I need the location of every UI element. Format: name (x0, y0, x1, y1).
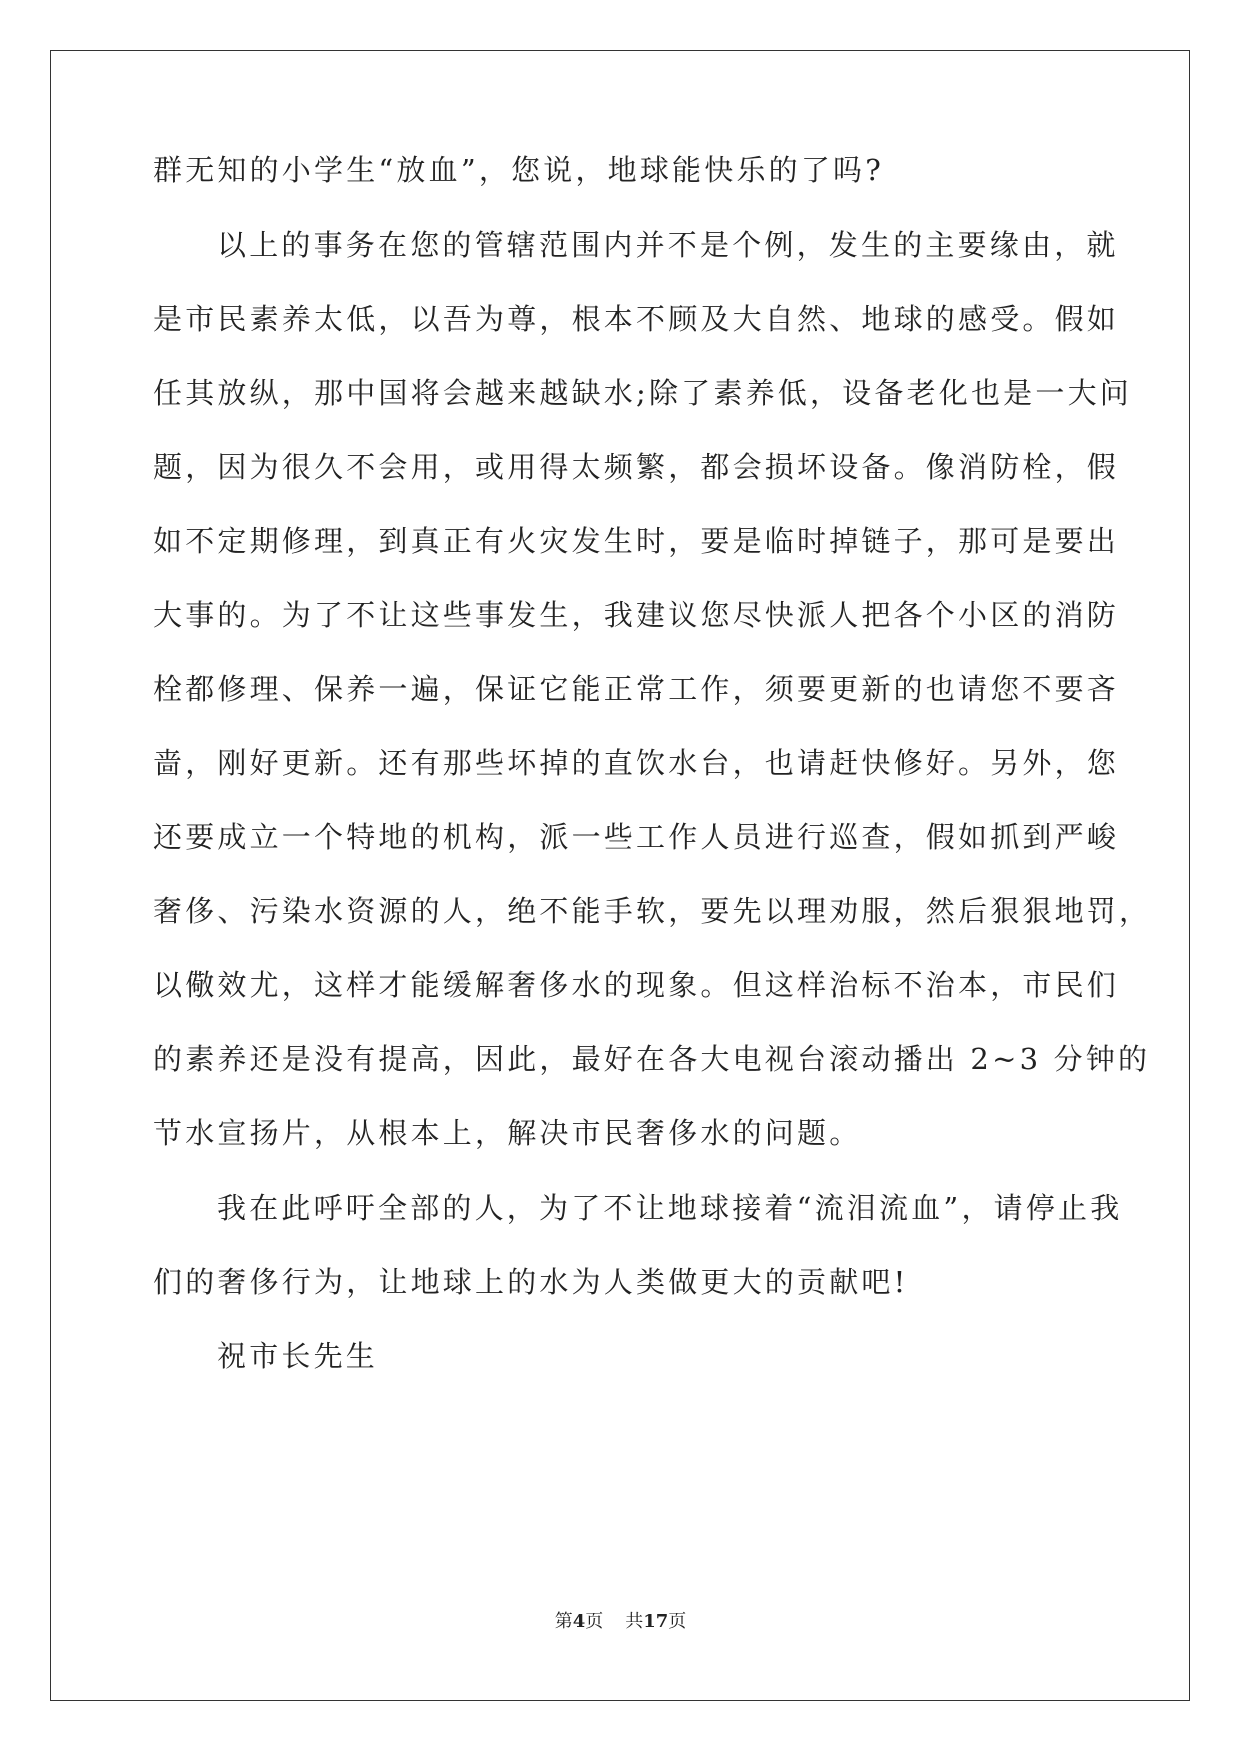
text-line: 奢侈、污染水资源的人，绝不能手软，要先以理劝服，然后狠狠地罚， (153, 894, 1152, 928)
text-line: 是市民素养太低，以吾为尊，根本不顾及大自然、地球的感受。假如 (153, 302, 1120, 336)
text-line: 如不定期修理，到真正有火灾发生时，要是临时掉链子，那可是要出 (153, 524, 1120, 558)
total-pages: 17 (643, 1611, 669, 1632)
page-number: 4 (572, 1611, 586, 1632)
page-footer (0, 1610, 1241, 1634)
text-line: 我在此呼吁全部的人，为了不让地球接着“流泪流血”，请停止我 (217, 1191, 1123, 1225)
text-line: 任其放纵，那中国将会越来越缺水;除了素养低，设备老化也是一大问 (153, 376, 1132, 410)
text-line: 还要成立一个特地的机构，派一些工作人员进行巡查，假如抓到严峻 (153, 820, 1120, 854)
text-line: 们的奢侈行为，让地球上的水为人类做更大的贡献吧! (153, 1265, 909, 1299)
text-line: 以儆效尤，这样才能缓解奢侈水的现象。但这样治标不治本，市民们 (153, 968, 1120, 1002)
total-prefix: 共 (625, 1611, 644, 1632)
text-line: 以上的事务在您的管辖范围内并不是个例，发生的主要缘由，就 (217, 228, 1119, 262)
text-line: 啬，刚好更新。还有那些坏掉的直饮水台，也请赶快修好。另外，您 (153, 746, 1120, 780)
page-suffix: 页 (585, 1611, 604, 1632)
text-line: 栓都修理、保养一遍，保证它能正常工作，须要更新的也请您不要吝 (153, 672, 1120, 706)
text-line: 节水宣扬片，从根本上，解决市民奢侈水的问题。 (153, 1116, 862, 1150)
text-line: 大事的。为了不让这些事发生，我建议您尽快派人把各个小区的消防 (153, 598, 1120, 632)
text-line: 群无知的小学生“放血”，您说，地球能快乐的了吗? (153, 153, 885, 187)
text-line: 的素养还是没有提高，因此，最好在各大电视台滚动播出 2~3 分钟的 (153, 1042, 1151, 1076)
page-prefix: 第 (554, 1611, 573, 1632)
total-suffix: 页 (668, 1611, 687, 1632)
text-line: 祝市长先生 (217, 1339, 379, 1373)
text-line: 题，因为很久不会用，或用得太频繁，都会损坏设备。像消防栓，假 (153, 450, 1120, 484)
page-border (50, 50, 1190, 1701)
